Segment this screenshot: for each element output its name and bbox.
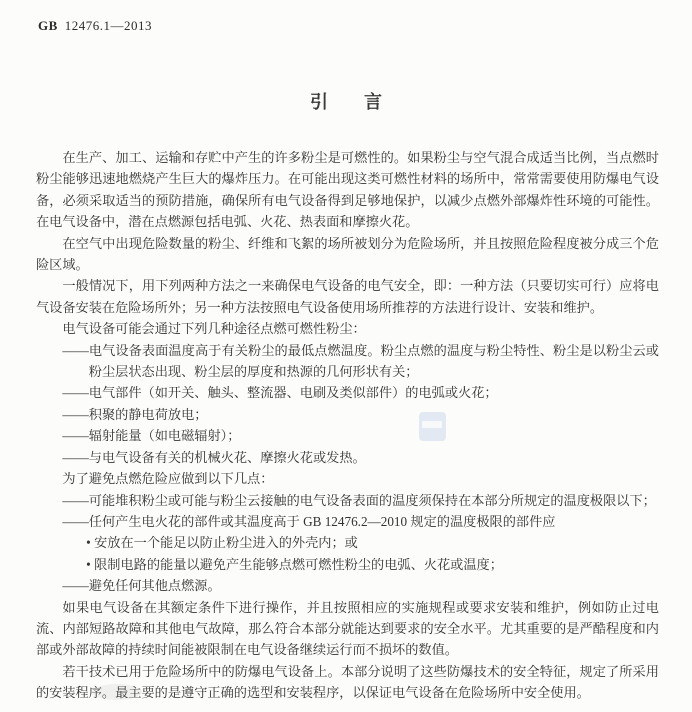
- scan-smudge: [92, 684, 142, 700]
- list-item: • 安放在一个能足以防止粉尘进入的外壳内；或: [86, 535, 358, 551]
- standard-code-number: 12476.1—2013: [64, 18, 153, 33]
- paragraph: 在生产、加工、运输和存贮中产生的许多粉尘是可燃性的。如果粉尘与空气混合成适当比例，当点燃时粉尘能够迅速地燃烧产生巨大的爆炸压力。在可能出现这类可燃性材料的场所中，常常需要使用防爆电气设备，必须采取适当的预防措施，确保所有电气设备得到足够地保护，以减少点燃外部爆炸性环境的可能性。在电气设备中，潜在点燃源包括电弧、火花、热表面和摩擦火花。: [36, 150, 659, 230]
- list-item: ——任何产生电火花的部件或其温度高于 GB 12476.2—2010 规定的温度极限的部件应: [62, 513, 556, 529]
- list-item: ——辐射能量（如电磁辐射）；: [62, 428, 241, 444]
- paragraph: 为了避免点燃危险应做到以下几点：: [62, 471, 274, 487]
- paragraph: 一般情况下，用下列两种方法之一来确保电气设备的电气安全，即：一种方法（只要切实可行）应将电气设备安装在危险场所外；另一种方法按照电气设备使用场所推荐的方法进行设计、安装和维护。: [36, 278, 659, 315]
- paragraph: 如果电气设备在其额定条件下进行操作，并且按照相应的实施规程或要求安装和维护，例如防止过电流、内部短路故障和其他电气故障，那么符合本部分就能达到要求的安全水平。尤其重要的是严酷程度和内部或外部故障的持续时间能被限制在电气设备继续运行而不损坏的数值。: [36, 599, 659, 658]
- paragraph: 电气设备可能会通过下列几种途径点燃可燃性粉尘：: [62, 321, 366, 337]
- document-body: [36, 147, 659, 704]
- list-item: ——电气部件（如开关、触头、整流器、电刷及类似部件）的电弧或火花；: [62, 385, 498, 401]
- list-item: • 限制电路的能量以避免产生能够点燃可燃性粉尘的电弧、火花或温度；: [86, 556, 503, 572]
- list-item: ——与电气设备有关的机械火花、摩擦火花或发热。: [62, 449, 366, 465]
- list-item: ——可能堆积粉尘或可能与粉尘云接触的电气设备表面的温度须保持在本部分所规定的温度极限以下；: [62, 492, 656, 508]
- list-item: ——积聚的静电荷放电；: [62, 406, 208, 422]
- paragraph: 若干技术已用于危险场所中的防爆电气设备上。本部分说明了这些防爆技术的安全特征，规定了所采用的安装程序。最主要的是遵守正确的选型和安装程序，以保证电气设备在危险场所中安全使用。: [36, 663, 659, 701]
- watermark-stamp: [419, 412, 446, 441]
- page-title: 引 言: [310, 92, 382, 112]
- list-item: ——避免任何其他点燃源。: [62, 578, 221, 594]
- paragraph: 在空气中出现危险数量的粉尘、纤维和飞絮的场所被划分为危险场所，并且按照危险程度被分成三个危险区域。: [36, 235, 659, 273]
- standard-code-prefix: GB: [38, 18, 58, 33]
- standard-code: [38, 18, 152, 34]
- list-item: ——电气设备表面温度高于有关粉尘的最低点燃温度。粉尘点燃的温度与粉尘特性、粉尘是以粉尘云或粉尘层状态出现、粉尘层的厚度和热源的几何形状有关；: [62, 342, 659, 380]
